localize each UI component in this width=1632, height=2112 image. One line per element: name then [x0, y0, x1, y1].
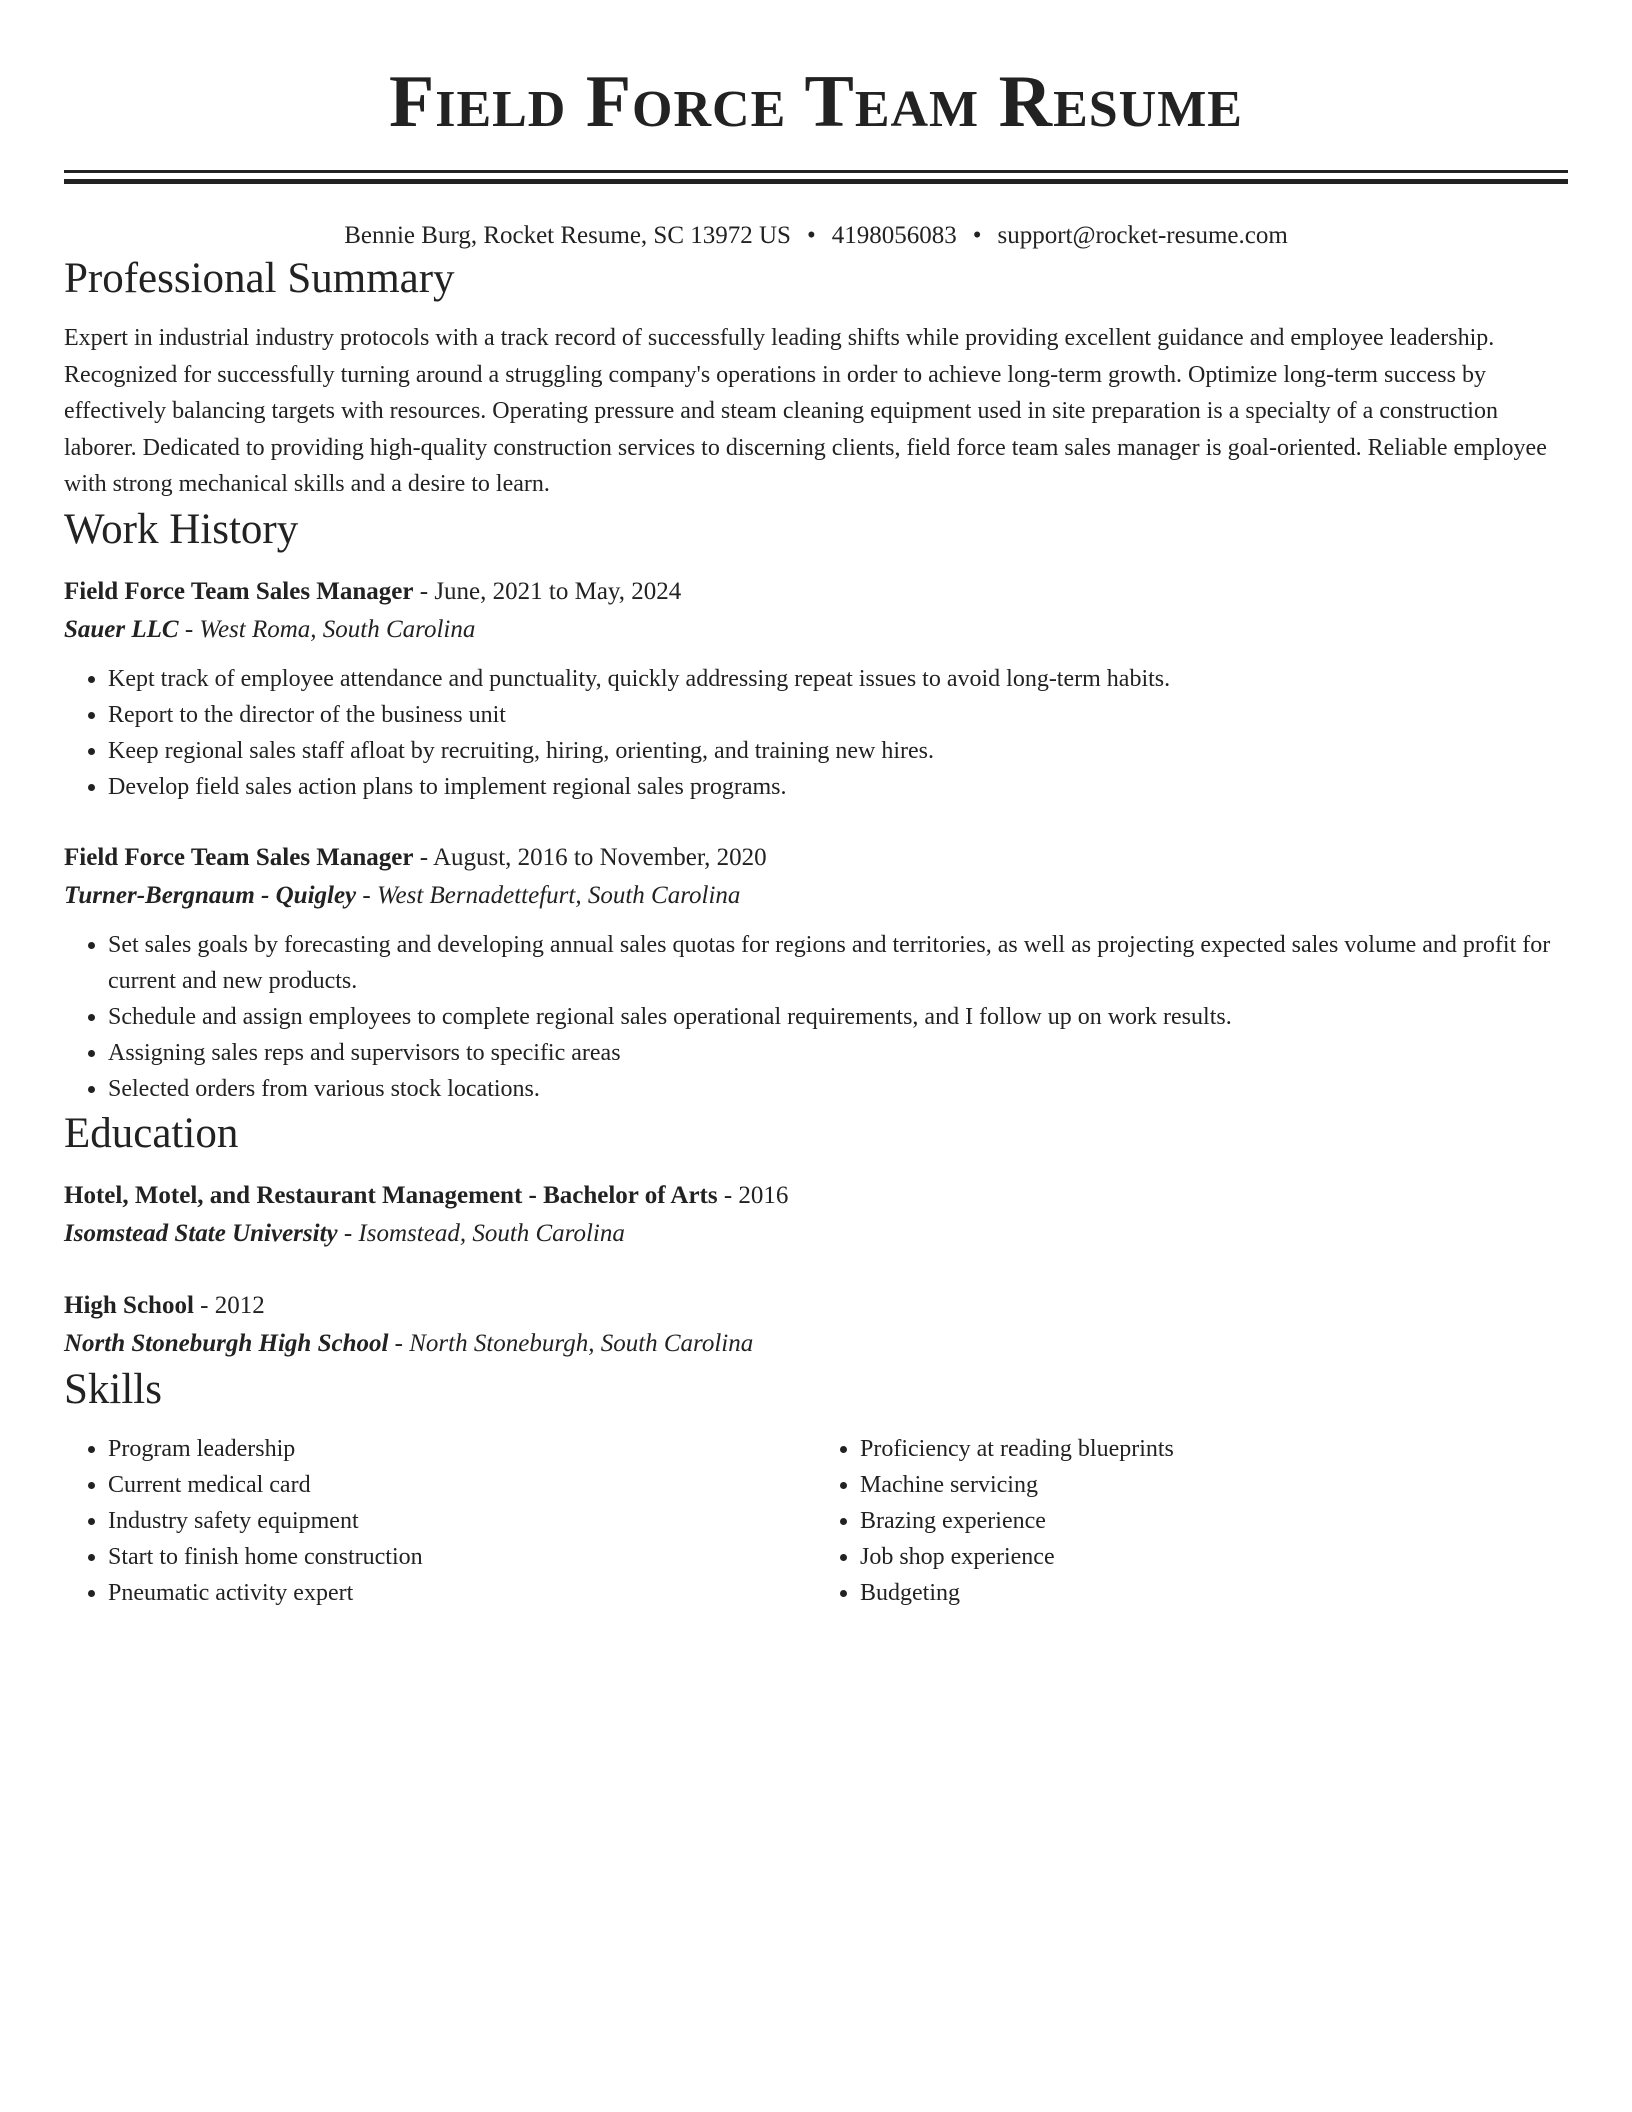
school-location: - North Stoneburgh, South Carolina: [388, 1329, 754, 1357]
list-item: • Keep regional sales staff afloat by recruiting, hiring, orienting, and training new hires.: [108, 733, 1568, 769]
job-company: Turner-Bergnaum - Quigley: [64, 881, 357, 909]
education-entry: [64, 1287, 1568, 1363]
skills-section: [64, 1363, 1568, 1611]
skill-item: • Machine servicing: [860, 1467, 1568, 1503]
education-section: [64, 1107, 1568, 1363]
title-rule-thick: [64, 179, 1568, 184]
graduation-year: - 2016: [717, 1181, 789, 1209]
contact-separator: •: [806, 222, 816, 249]
job-role: Field Force Team Sales Manager: [64, 577, 414, 605]
skill-item: • Brazing experience: [860, 1503, 1568, 1539]
skill-item: • Budgeting: [860, 1575, 1568, 1611]
contact-email: support@rocket-resume.com: [997, 222, 1288, 249]
list-item: • Schedule and assign employees to complete regional sales operational requirements, and I follow up on work results.: [108, 999, 1568, 1035]
summary-section: [64, 252, 1568, 503]
school-line: [64, 1215, 1568, 1253]
summary-text: Expert in industrial industry protocols with a track record of successfully leading shifts while providing excellent guidance and employee leadership. Recognized for successfully turning around a struggling company's operations in order to achieve long-term growth. Optimize long-term success by effectively balancing targets with resources. Operating pressure and steam cleaning equipment used in site preparation is a specialty of a construction laborer. Dedicated to providing high-quality construction services to discerning clients, field force team sales manager is goal-oriented. Reliable employee with strong mechanical skills and a desire to learn.: [64, 325, 1547, 497]
degree: Hotel, Motel, and Restaurant Management - Bachelor of Arts: [64, 1181, 718, 1209]
job-location: - West Bernadettefurt, South Carolina: [356, 881, 741, 909]
job-entry: [64, 573, 1568, 805]
job-bullets: [64, 661, 1568, 805]
list-item: • Report to the director of the business unit: [108, 697, 1568, 733]
degree: High School: [64, 1291, 194, 1319]
skill-item: • Pneumatic activity expert: [108, 1575, 816, 1611]
contact-separator: •: [972, 222, 982, 249]
list-item: • Selected orders from various stock locations.: [108, 1071, 1568, 1107]
job-company-line: [64, 877, 1568, 915]
job-dates: - August, 2016 to November, 2020: [413, 843, 767, 871]
job-company: Sauer LLC: [64, 615, 179, 643]
job-location: - West Roma, South Carolina: [178, 615, 476, 643]
resume-title: Field Force Team Resume: [389, 61, 1243, 143]
contact-line: [64, 220, 1568, 252]
job-company-line: [64, 611, 1568, 649]
skills-list-right: [816, 1431, 1568, 1611]
skill-item: • Job shop experience: [860, 1539, 1568, 1575]
school-line: [64, 1325, 1568, 1363]
job-title-line: [64, 573, 1568, 611]
education-entry: [64, 1177, 1568, 1253]
list-item: • Develop field sales action plans to implement regional sales programs.: [108, 769, 1568, 805]
contact-address: Bennie Burg, Rocket Resume, SC 13972 US: [344, 222, 791, 249]
skill-item: • Start to finish home construction: [108, 1539, 816, 1575]
work-history-heading: Work History: [64, 505, 299, 553]
school-name: North Stoneburgh High School: [64, 1329, 389, 1357]
work-history-section: [64, 503, 1568, 1107]
title-rule-thin: [64, 170, 1568, 173]
list-item: • Assigning sales reps and supervisors to specific areas: [108, 1035, 1568, 1071]
graduation-year: - 2012: [193, 1291, 265, 1319]
job-role: Field Force Team Sales Manager: [64, 843, 414, 871]
degree-line: [64, 1287, 1568, 1325]
job-dates: - June, 2021 to May, 2024: [413, 577, 682, 605]
skill-item: • Program leadership: [108, 1431, 816, 1467]
list-item: • Set sales goals by forecasting and developing annual sales quotas for regions and territories, as well as projecting expected sales volume and profit for current and new products.: [108, 927, 1568, 999]
skills-grid: [64, 1431, 1568, 1611]
skill-item: • Industry safety equipment: [108, 1503, 816, 1539]
skills-list-left: [64, 1431, 816, 1611]
education-heading: Education: [64, 1109, 239, 1157]
contact-phone: 4198056083: [831, 222, 957, 249]
skills-heading: Skills: [64, 1365, 162, 1413]
school-name: Isomstead State University: [64, 1219, 338, 1247]
summary-heading: Professional Summary: [64, 255, 455, 302]
degree-line: [64, 1177, 1568, 1215]
skill-item: • Current medical card: [108, 1467, 816, 1503]
job-entry: [64, 839, 1568, 1107]
list-item: • Kept track of employee attendance and punctuality, quickly addressing repeat issues to avoid long-term habits.: [108, 661, 1568, 697]
job-title-line: [64, 839, 1568, 877]
job-bullets: [64, 927, 1568, 1107]
skill-item: • Proficiency at reading blueprints: [860, 1431, 1568, 1467]
school-location: - Isomstead, South Carolina: [337, 1219, 625, 1247]
